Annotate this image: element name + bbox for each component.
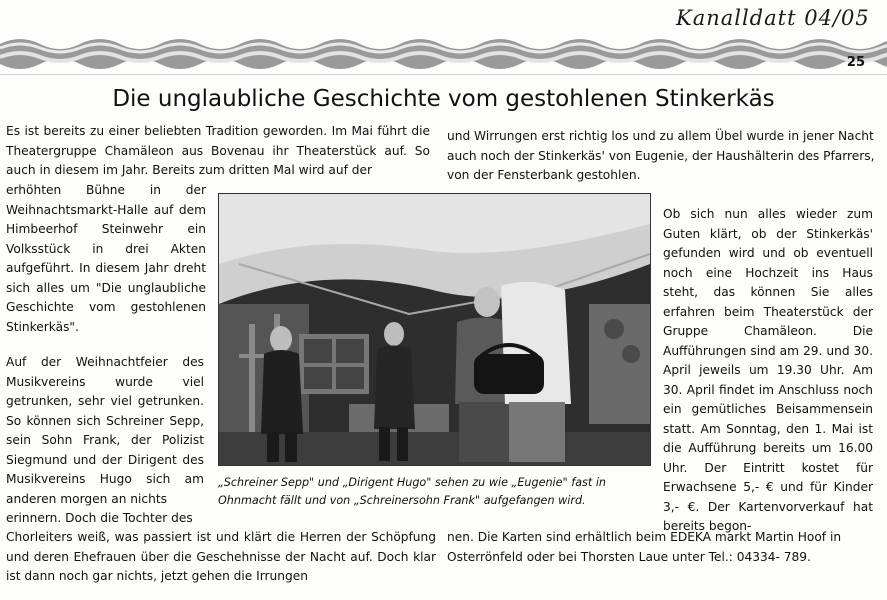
photo-caption: „Schreiner Sepp" und „Dirigent Hugo" sehen zu wie „Eugenie" fast in Ohnmacht fällt und von „Schreinersohn Frank" aufgefangen wird.	[218, 476, 607, 507]
paragraph-performance-info: Ob sich nun alles wieder zum Guten klärt, ob der Stinkerkäs' gefunden wird und ob eventuell noch eine Hochzeit ins Haus steht, das können Sie alles erfahren beim Theaterstück der Gruppe Chamäleon. Die Aufführungen sind am 29. und 30. April jeweils um 19.30 Uhr. Am 30. April findet im Anschluss noch ein gemütliches Beisammensein statt. Am Sonntag, den 1. Mai ist die Aufführung bereits um 16.00 Uhr. Der Eintritt kostet für Erwachsene 5,- € und für Kinder 3,- €. Der Kartenvorverkauf hat bereits begon-	[663, 207, 873, 533]
handwritten-issue-note: Kanalldatt 04/05	[676, 6, 870, 30]
stage-photo-image	[219, 194, 650, 465]
decorative-wave-band	[0, 30, 887, 80]
stage-photo	[218, 193, 651, 466]
paragraph-intro: Es ist bereits zu einer beliebten Tradition geworden. Im Mai führt die Theatergruppe Chamäleon aus Bovenau ihr Theaterstück auf. So auch in diesem im Jahr. Bereits zum dritten Mal wird auf der	[6, 124, 430, 177]
article-headline: Die unglaubliche Geschichte vom gestohlenen Stinkerkäs	[112, 86, 775, 112]
paragraph-tickets: nen. Die Karten sind erhältlich beim EDEKA markt Martin Hoof in Osterrönfeld oder bei Thorsten Laue unter Tel.: 04334- 789.	[447, 530, 842, 564]
paragraph-plot: Auf der Weihnachtfeier des Musikvereins wurde viel getrunken, sehr viel getrunken. So können sich Schreiner Sepp, sein Sohn Frank, der Polizist Siegmund und der Dirigent des Musikvereins Hugo sich am anderen morgen an nichts	[6, 355, 204, 506]
page-number: 25	[846, 55, 865, 70]
paragraph-chorleiter: Chorleiters weiß, was passiert ist und klärt die Herren der Schöpfung und deren Ehefrauen über die Geschehnisse der Nacht auf. Doch klar ist dann noch gar nichts, jetzt gehen die Irrungen	[6, 530, 436, 583]
paragraph-venue: erhöhten Bühne in der Weihnachtsmarkt-Halle auf dem Himbeerhof Steinwehr ein Volksstück in drei Akten aufgeführt. In diesem Jahr dreht sich alles um "Die unglaubliche Geschichte vom gestohlenen Stinkerkäs".	[6, 183, 206, 334]
paragraph-wirrungen: und Wirrungen erst richtig los und zu allem Übel wurde in jener Nacht auch noch der Stinkerkäs' von Eugenie, der Haushälterin des Pfarrers, von der Fensterbank gestohlen.	[447, 129, 875, 182]
paragraph-plot-continued: erinnern. Doch die Tochter des	[6, 511, 193, 525]
